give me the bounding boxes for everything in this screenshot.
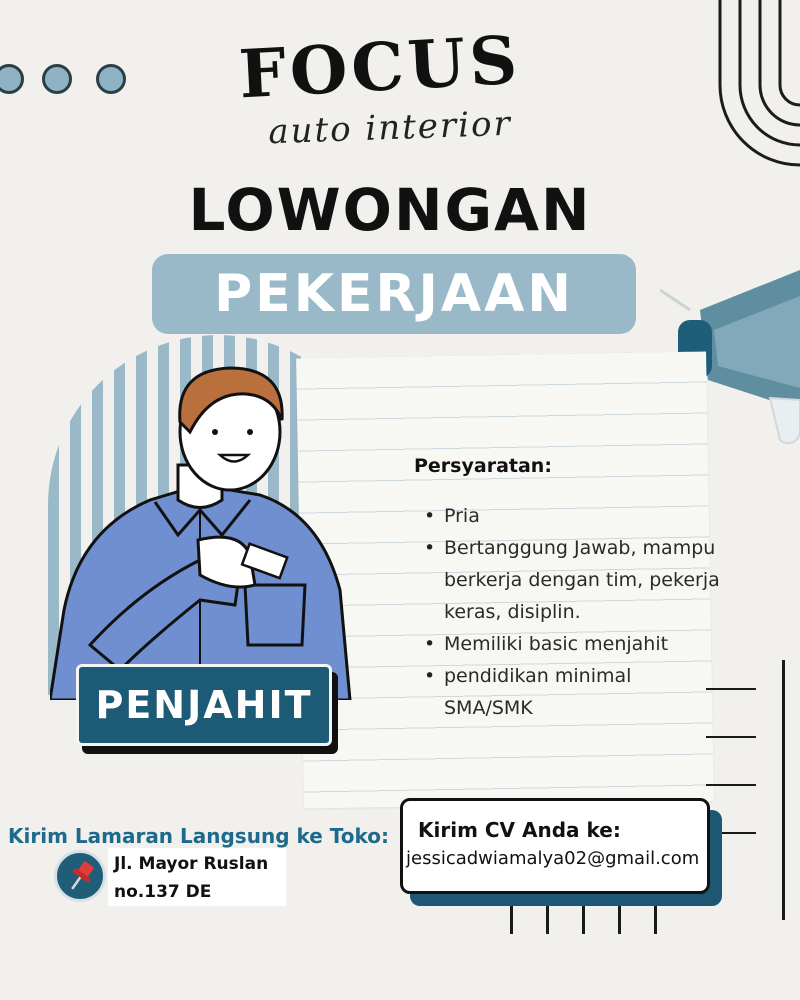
send-cv-label: Kirim CV Anda ke: (418, 818, 621, 842)
position-label: PENJAHIT (95, 683, 313, 727)
requirement-item: • pendidikan minimal SMA/SMK (422, 660, 722, 724)
requirements-title: Persyaratan: (414, 455, 552, 477)
pushpin-icon (54, 850, 106, 902)
headline-line2: PEKERJAAN (214, 264, 574, 324)
address-line2: no.137 DE (114, 882, 212, 902)
logo-title: FOCUS (237, 20, 523, 114)
store-address (114, 850, 268, 906)
send-cv-box (400, 798, 710, 894)
requirement-item: • Bertanggung Jawab, mampu berkerja dengan tim, pekerja keras, disiplin. (422, 532, 722, 628)
address-line1: Jl. Mayor Ruslan (114, 854, 269, 874)
logo-subtitle: auto interior (267, 103, 513, 153)
requirements-list (422, 500, 722, 724)
man-illustration (50, 360, 370, 700)
requirement-item: • Pria (422, 500, 722, 532)
send-cv-email[interactable]: jessicadwiamalya02@gmail.com (406, 848, 700, 869)
apply-in-store-label: Kirim Lamaran Langsung ke Toko: (8, 824, 389, 848)
requirement-item: • Memiliki basic menjahit (422, 628, 722, 660)
headline-line1: LOWONGAN (188, 176, 592, 244)
